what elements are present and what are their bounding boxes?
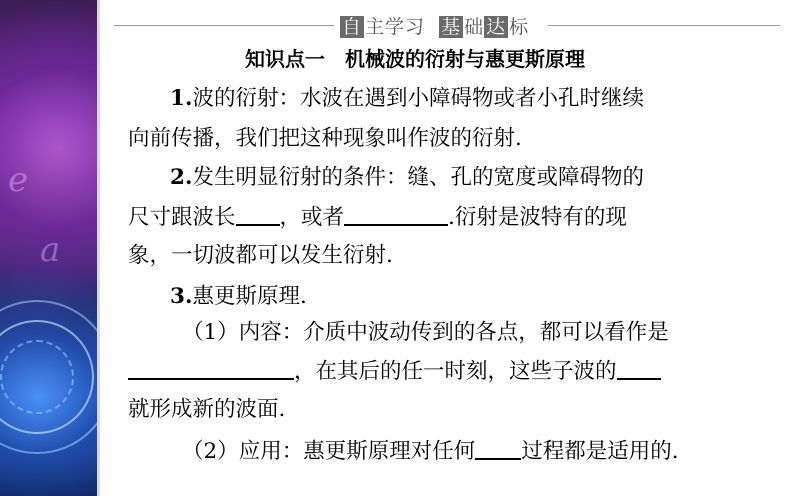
paragraph-3-1-line-3: 就形成新的波面.: [128, 397, 286, 422]
decorative-glyph: a: [40, 230, 61, 270]
paragraph-2-line-1: 2.发生明显衍射的条件：缝、孔的宽度或障碍物的: [170, 165, 644, 190]
header-rule-right: [548, 25, 780, 26]
header-title-text: 主学习: [365, 16, 426, 38]
header-title-boxed-char: 基: [441, 16, 462, 38]
header-title-text: 础: [464, 16, 485, 38]
paragraph-3-2-line-1: （2）应用：惠更斯原理对任何 过程都是适用的.: [182, 436, 679, 467]
vertical-divider: [97, 0, 100, 496]
header-title-boxed-char: 自: [342, 16, 363, 38]
fill-blank[interactable]: [344, 202, 448, 226]
decorative-glyph: e: [8, 160, 29, 200]
paragraph-1-line-2: 向前传播，我们把这种现象叫作波的衍射.: [128, 126, 522, 151]
paragraph-3-1-line-2: ，在其后的任一时刻，这些子波的: [128, 356, 661, 387]
paragraph-1-line-1: 1.波的衍射：水波在遇到小障碍物或者小孔时继续: [170, 86, 644, 111]
fill-blank[interactable]: [617, 356, 661, 380]
header-title: [340, 12, 529, 39]
paragraph-3-title: 3.惠更斯原理.: [170, 284, 307, 309]
fill-blank[interactable]: [236, 202, 280, 226]
decorative-side-image: [0, 0, 97, 496]
fill-blank[interactable]: [475, 436, 521, 460]
fill-blank[interactable]: [128, 356, 294, 380]
decorative-ring: [0, 340, 74, 414]
paragraph-2-line-3: 象，一切波都可以发生衍射.: [128, 243, 393, 268]
section-title: 知识点一 机械波的衍射与惠更斯原理: [245, 47, 585, 71]
header-title-text: 标: [509, 16, 530, 38]
paragraph-3-1-line-1: （1）内容：介质中波动传到的各点，都可以看作是: [182, 320, 669, 345]
header-title-boxed-char: 达: [486, 16, 507, 38]
paragraph-2-line-2: 尺寸跟波长 ，或者 .衍射是波特有的现: [128, 202, 627, 233]
section-header: [100, 8, 794, 42]
header-rule-left: [114, 25, 334, 26]
